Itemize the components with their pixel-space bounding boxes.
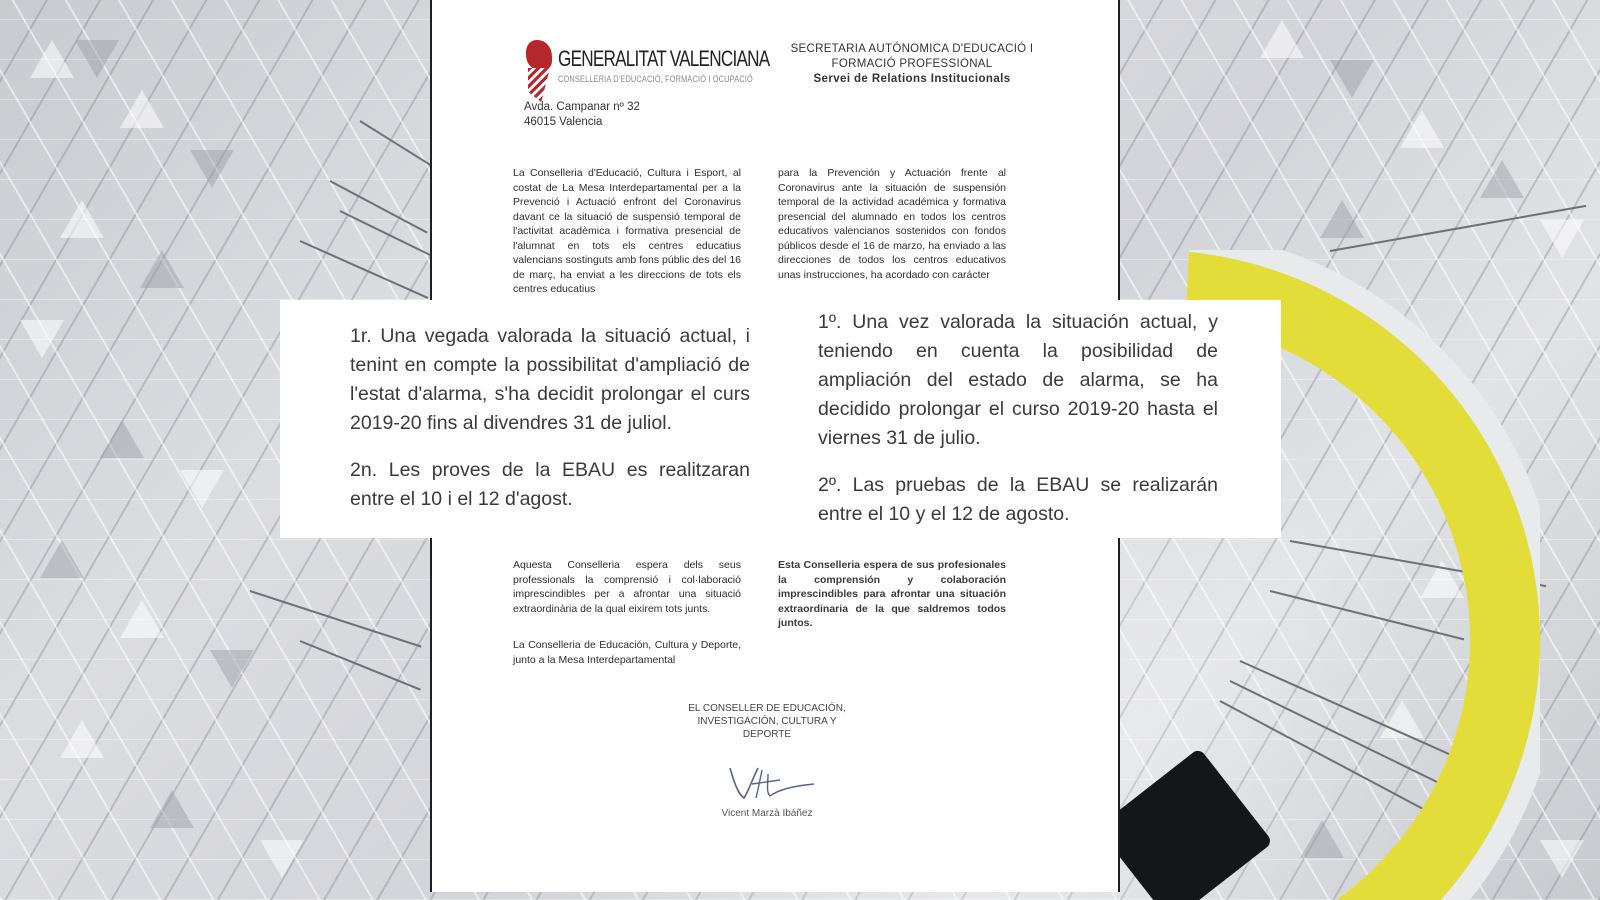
signatory-title-line-1: EL CONSELLER DE EDUCACIÓN, <box>688 703 846 714</box>
closing-catalan-2 <box>513 638 741 667</box>
black-card-decor <box>1097 748 1273 900</box>
address-line-1: Avda. Campanar nº 32 <box>524 101 640 113</box>
intro-catalan <box>513 166 741 306</box>
closing-catalan-text: Aquesta Conselleria espera dels seus professionals la comprensió i col·laboració imprescindibles per a afrontar una situació extraordinària de la qual eixirem tots junts. <box>513 559 741 615</box>
address-block <box>524 100 640 130</box>
highlight-spanish-point-2: 2º. Las pruebas de la EBAU se realizarán entre el 10 y el 12 de agosto. <box>818 474 1218 525</box>
highlight-spanish <box>818 308 1218 529</box>
highlight-spanish-point-1: 1º. Una vez valorada la situación actual, y teniendo en cuenta la posibilidad de ampliación del estado de alarma, se ha decidido prolongar el curso 2019-20 hasta el viernes 31 de julio. <box>818 311 1218 449</box>
signatory-title-line-2: INVESTIGACIÓN, CULTURA Y <box>697 716 837 727</box>
highlight-catalan <box>350 322 750 514</box>
secretaria-line-1: SECRETARIA AUTÓNOMICA D'EDUCACIÓ I <box>790 43 1034 55</box>
crest-icon <box>524 40 554 104</box>
handwritten-signature-icon <box>722 762 822 802</box>
service-name: Servei de Relations Institucionals <box>813 73 1011 85</box>
intro-spanish-text: para la Prevención y Actuación frente al Coronavirus ante la situación de suspensión temporal de la actividad académica y formativa presencial del alumnado en todos los centros educativos valencianos sostenidos con fondos públicos desde el 16 de marzo, ha enviado a las direcciones de todos los centros educativos unas instrucciones, ha acordado con carácter <box>778 167 1006 281</box>
org-name: GENERALITAT VALENCIANA <box>558 46 770 71</box>
signatory-title <box>672 702 862 741</box>
closing-spanish-text: Esta Conselleria espera de sus profesionales la comprensión y colaboración imprescindibles para afrontar una situación extraordinaria de la que saldremos todos juntos. <box>778 559 1006 629</box>
closing-catalan <box>513 558 741 616</box>
closing-catalan-2-text: La Conselleria de Educación, Cultura y Deporte, junto a la Mesa Interdepartamental <box>513 639 741 666</box>
signer-name: Vicent Marzà Ibáñez <box>721 808 813 819</box>
highlight-catalan-point-1: 1r. Una vegada valorada la situació actual, i tenint en compte la possibilitat d'ampliació de l'estat d'alarma, s'ha decidit prolongar el curs 2019-20 fins al divendres 31 de juliol. <box>350 325 750 434</box>
highlighted-excerpt <box>280 300 1281 538</box>
secretaria-header <box>777 42 1047 87</box>
org-subtitle: CONSELLERIA D'EDUCACIÓ, FORMACIÓ I OCUPACIÓ <box>558 74 753 84</box>
secretaria-line-2: FORMACIÓ PROFESSIONAL <box>831 58 993 70</box>
intro-spanish <box>778 166 1006 306</box>
signatory-title-line-3: DEPORTE <box>742 729 792 740</box>
highlight-catalan-point-2: 2n. Les proves de la EBAU es realitzaran entre el 10 i el 12 d'agost. <box>350 459 750 510</box>
address-line-2: 46015 Valencia <box>524 116 603 128</box>
closing-spanish <box>778 558 1006 631</box>
intro-catalan-text: La Conselleria d'Educació, Cultura i Esport, al costat de La Mesa Interdepartamental per a la Prevenció i Actuació enfront del Coronavirus davant ce la situació de suspensió temporal de l'activitat acadèmica i formativa presencial de l'alumnat en tots els centres educatius valencians sostinguts amb fons públic des del 16 de març, ha enviat a les direccions de tots els centres educatius <box>513 167 741 295</box>
